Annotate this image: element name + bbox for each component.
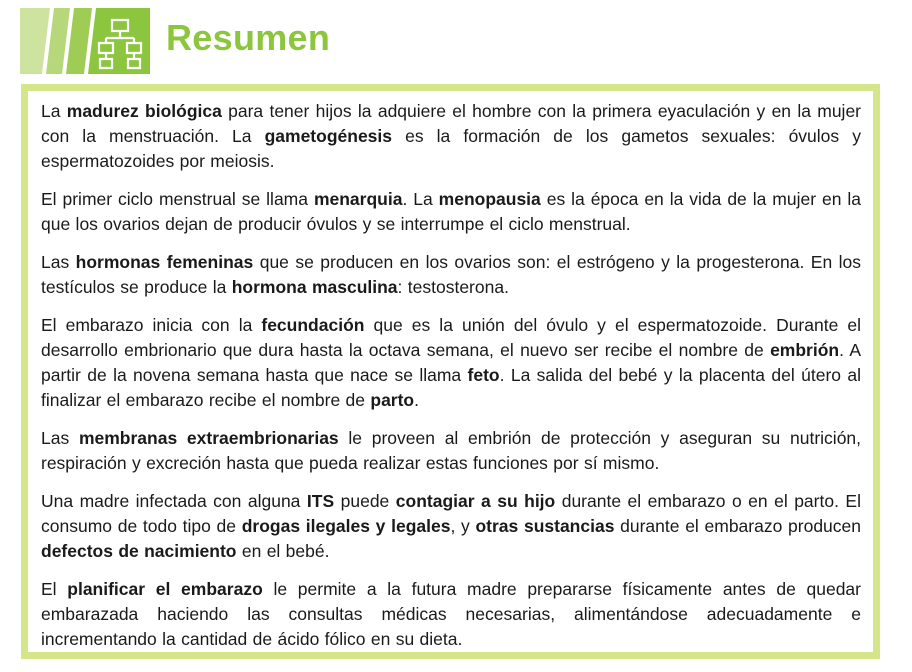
paragraph-text: Las bbox=[41, 428, 79, 448]
key-term: contagiar a su hijo bbox=[395, 491, 556, 511]
key-term: parto bbox=[370, 390, 415, 410]
paragraph-text: El primer ciclo menstrual se llama bbox=[41, 189, 314, 209]
key-term: drogas ilegales y legales bbox=[241, 516, 451, 536]
paragraph-text: . A partir de la novena semana hasta que nace se llama bbox=[41, 340, 861, 385]
key-term: fecundación bbox=[261, 315, 365, 335]
summary-paragraph bbox=[41, 489, 861, 564]
paragraph-text: . La bbox=[402, 189, 439, 209]
key-term: otras sustancias bbox=[475, 516, 615, 536]
key-term: ITS bbox=[306, 491, 335, 511]
key-term: embrión bbox=[770, 340, 840, 360]
paragraph-text: durante el embarazo o en el parto. El consumo de todo tipo de bbox=[41, 491, 861, 536]
paragraph-text: que es la unión del óvulo y el espermatozoide. Durante el desarrollo embrionario que dura hasta la octava semana, el nuevo ser recibe el nombre de bbox=[41, 315, 861, 360]
summary-paragraph bbox=[41, 577, 861, 652]
paragraph-text: es la formación de los gametos sexuales: óvulos y espermatozoides por meiosis. bbox=[41, 126, 861, 171]
paragraph-text: durante el embarazo producen bbox=[614, 516, 862, 536]
summary-paragraph bbox=[41, 426, 861, 476]
summary-paragraph bbox=[41, 250, 861, 300]
key-term: menarquia bbox=[313, 189, 403, 209]
key-term: planificar el embarazo bbox=[67, 579, 263, 599]
paragraph-text: es la época en la vida de la mujer en la que los ovarios dejan de producir óvulos y se interrumpe el ciclo menstrual. bbox=[41, 189, 862, 234]
org-chart-icon bbox=[20, 8, 150, 74]
page-title: Resumen bbox=[166, 17, 331, 58]
key-term: feto bbox=[467, 365, 500, 385]
paragraph-text: Una madre infectada con alguna bbox=[41, 491, 307, 511]
summary-paragraph bbox=[41, 187, 861, 237]
paragraph-text: para tener hijos la adquiere el hombre con la primera eyaculación y en la mujer con la menstruación. La bbox=[41, 101, 862, 146]
paragraph-text: El bbox=[41, 579, 68, 599]
key-term: hormonas femeninas bbox=[75, 252, 254, 272]
paragraph-text: que se producen en los ovarios son: el estrógeno y la progesterona. En los testículos se produce la bbox=[41, 252, 861, 297]
paragraph-text: le proveen al embrión de protección y aseguran su nutrición, respiración y excreción hasta que pueda realizar estas funciones por sí mismo. bbox=[41, 428, 862, 473]
paragraph-text: La bbox=[41, 101, 67, 121]
paragraph-text: Las bbox=[41, 252, 76, 272]
paragraph-text: . La salida del bebé y la placenta del útero al finalizar el embarazo recibe el nombre de bbox=[41, 365, 861, 410]
key-term: hormona masculina bbox=[231, 277, 398, 297]
paragraph-text: . bbox=[414, 390, 419, 410]
key-term: membranas extraembrionarias bbox=[78, 428, 339, 448]
paragraph-text: le permite a la futura madre prepararse físicamente antes de quedar embarazada haciendo las consultas médicas necesarias, alimentándose adecuadamente e incrementando la cantidad de ácido fólico en su dieta. bbox=[41, 579, 861, 649]
paragraph-text: puede bbox=[334, 491, 396, 511]
key-term: menopausia bbox=[438, 189, 541, 209]
summary-paragraph bbox=[41, 99, 861, 174]
key-term: defectos de nacimiento bbox=[41, 541, 237, 561]
paragraph-text: El embarazo inicia con la bbox=[41, 315, 262, 335]
key-term: madurez biológica bbox=[66, 101, 222, 121]
summary-paragraph bbox=[41, 313, 861, 413]
summary-box bbox=[21, 84, 880, 659]
key-term: gametogénesis bbox=[264, 126, 392, 146]
paragraph-text: , y bbox=[450, 516, 476, 536]
paragraph-text: en el bebé. bbox=[236, 541, 330, 561]
section-header bbox=[20, 8, 420, 74]
paragraph-text: : testosterona. bbox=[397, 277, 509, 297]
